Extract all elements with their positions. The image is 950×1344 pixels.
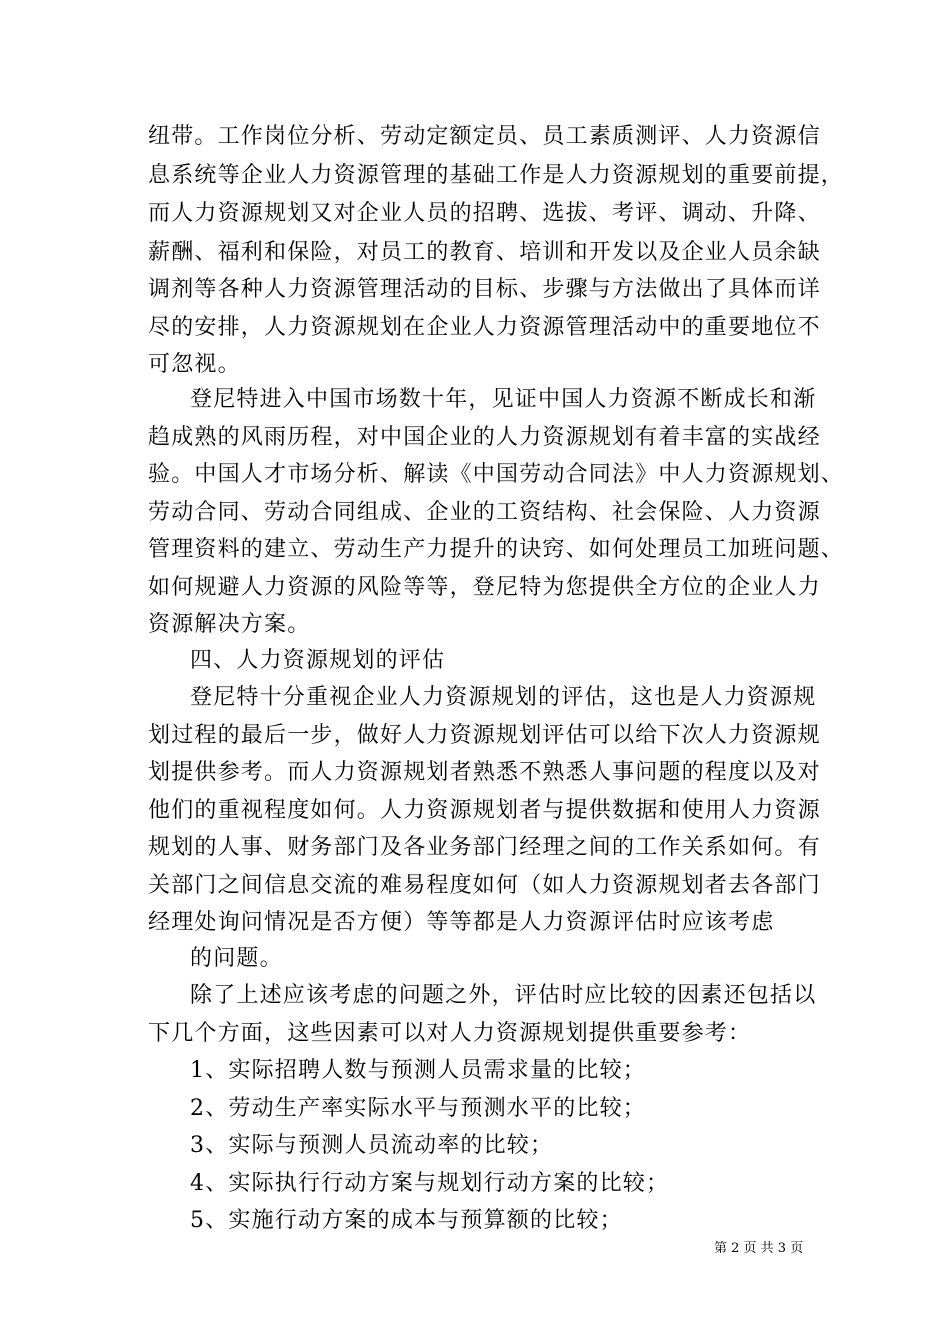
text-line: 调剂等各种人力资源管理活动的目标、步骤与方法做出了具体而详: [148, 277, 821, 302]
text-line: 登尼特进入中国市场数十年，见证中国人力资源不断成长和渐: [190, 387, 817, 412]
text-line: 关部门之间信息交流的难易程度如何（如人力资源规划者去各部门: [148, 873, 821, 898]
text-line: 划过程的最后一步，做好人力资源规划评估可以给下次人力资源规: [148, 723, 821, 748]
text-line: 验。中国人才市场分析、解读《中国劳动合同法》中人力资源规划、: [148, 462, 845, 487]
text-line: 趋成熟的风雨历程，对中国企业的人力资源规划有着丰富的实战经: [148, 425, 821, 450]
text-line: 规划的人事、财务部门及各业务部门经理之间的工作关系如何。有: [148, 835, 821, 860]
text-line: 纽带。工作岗位分析、劳动定额定员、员工素质测评、人力资源信: [148, 124, 821, 149]
text-line: 尽的安排，人力资源规划在企业人力资源管理活动中的重要地位不: [148, 315, 821, 340]
text-line: 管理资料的建立、劳动生产力提升的诀窍、如何处理员工加班问题、: [148, 537, 845, 562]
text-line: 可忽视。: [148, 352, 241, 377]
text-line: 劳动合同、劳动合同组成、企业的工资结构、社会保险、人力资源: [148, 500, 821, 525]
section-heading: 四、人力资源规划的评估: [190, 648, 446, 673]
list-item: 5、实施行动方案的成本与预算额的比较；: [190, 1208, 623, 1233]
text-line: 经理处询问情况是否方便）等等都是人力资源评估时应该考虑: [148, 910, 775, 935]
page-number: 第 2 页 共 3 页: [714, 1241, 804, 1256]
text-line: 除了上述应该考虑的问题之外，评估时应比较的因素还包括以: [190, 983, 817, 1008]
text-line: 如何规避人力资源的风险等等，登尼特为您提供全方位的企业人力: [148, 575, 821, 600]
list-item: 4、实际执行行动方案与规划行动方案的比较；: [190, 1171, 670, 1196]
text-line: 息系统等企业人力资源管理的基础工作是人力资源规划的重要前提，: [148, 163, 845, 188]
text-line: 而人力资源规划又对企业人员的招聘、选拔、考评、调动、升降、: [148, 201, 821, 226]
list-item: 2、劳动生产率实际水平与预测水平的比较；: [190, 1096, 646, 1121]
list-item: 3、实际与预测人员流动率的比较；: [190, 1133, 554, 1158]
text-line: 资源解决方案。: [148, 612, 311, 637]
text-line: 登尼特十分重视企业人力资源规划的评估，这也是人力资源规: [190, 685, 817, 710]
text-line: 的问题。: [190, 946, 283, 971]
list-item: 1、实际招聘人数与预测人员需求量的比较；: [190, 1058, 646, 1083]
text-line: 他们的重视程度如何。人力资源规划者与提供数据和使用人力资源: [148, 798, 821, 823]
text-line: 薪酬、福利和保险，对员工的教育、培训和开发以及企业人员余缺: [148, 240, 821, 265]
text-line: 下几个方面，这些因素可以对人力资源规划提供重要参考：: [148, 1021, 752, 1046]
text-line: 划提供参考。而人力资源规划者熟悉不熟悉人事问题的程度以及对: [148, 760, 821, 785]
